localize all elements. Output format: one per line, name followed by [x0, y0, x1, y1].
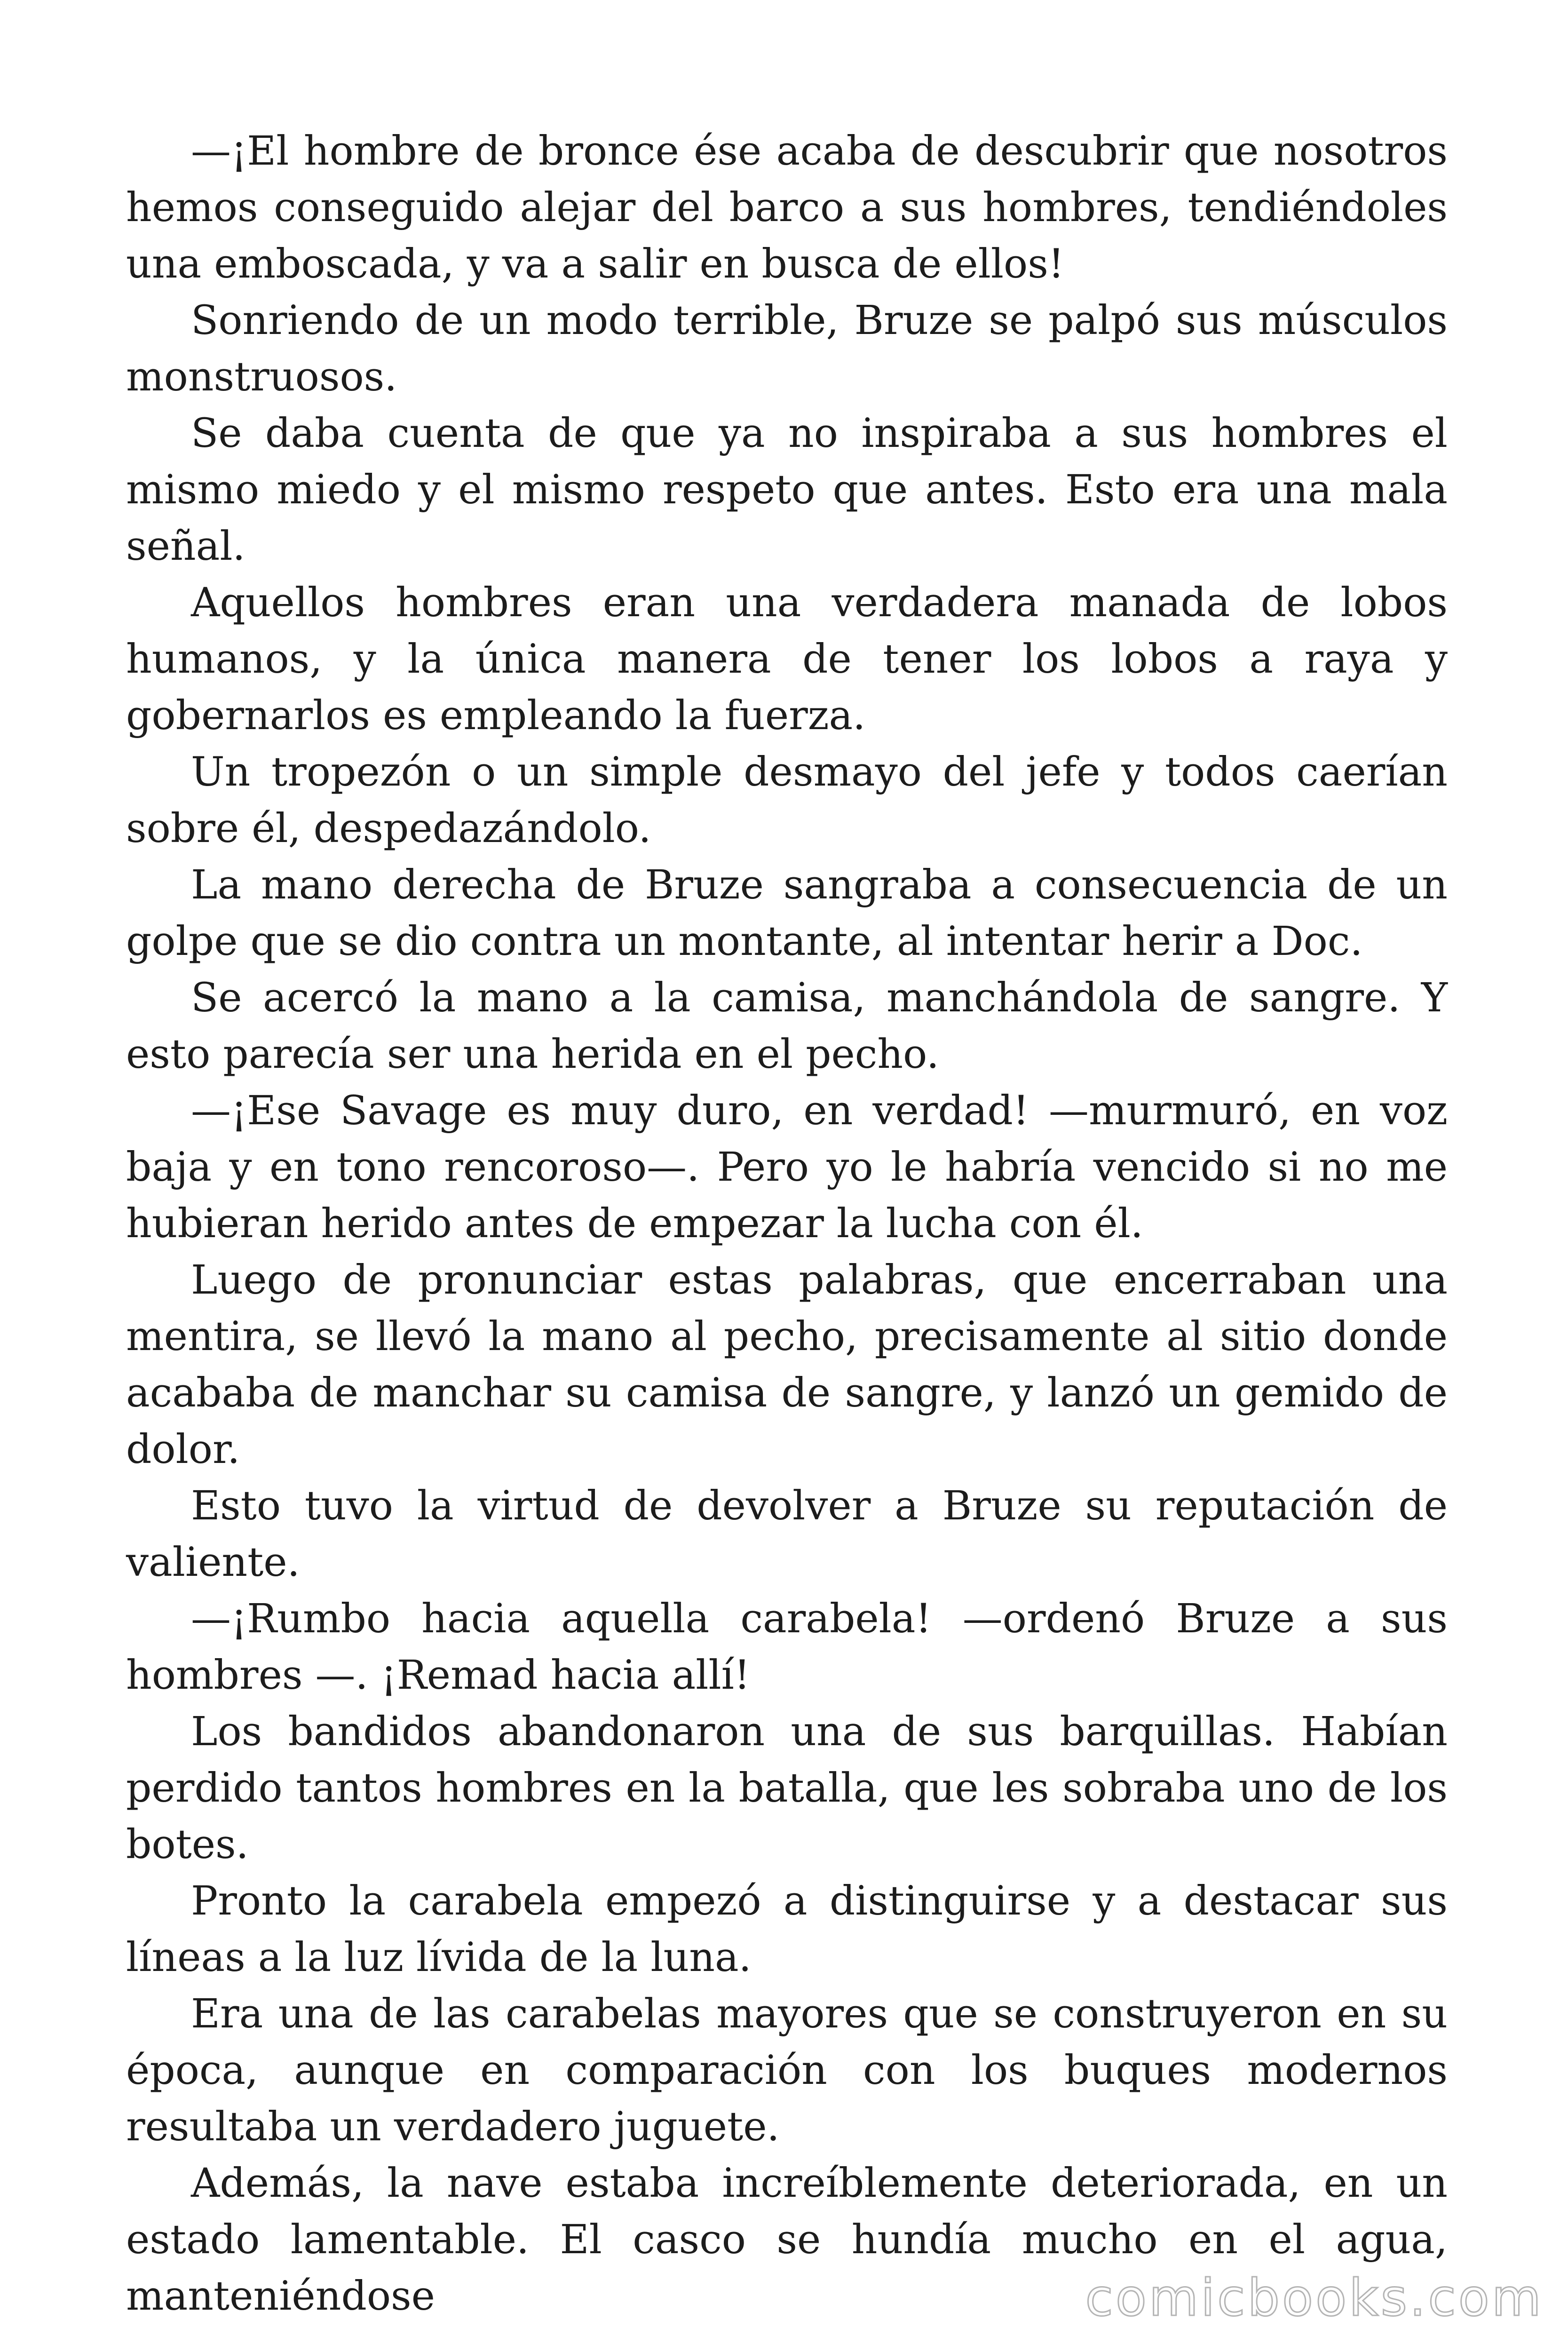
- paragraph-last: Además, la nave estaba increíblemente deteriorada, en un estado lamentable. El casco se hundía mucho en el agua, manteniéndose: [126, 2160, 1448, 2320]
- paragraph: —¡El hombre de bronce ése acaba de descubrir que nosotros hemos conseguido alejar del barco a sus hombres, tendiéndoles una emboscada, y va a salir en busca de ellos!: [126, 128, 1448, 287]
- page-text: [126, 123, 1448, 2325]
- paragraph: Esto tuvo la virtud de devolver a Bruze su reputación de valiente.: [126, 1483, 1448, 1586]
- paragraph: —¡Rumbo hacia aquella carabela! —ordenó Bruze a sus hombres —. ¡Remad hacia allí!: [126, 1596, 1448, 1699]
- paragraph: Aquellos hombres eran una verdadera manada de lobos humanos, y la única manera de tener los lobos a raya y gobernarlos es empleando la fuerza.: [126, 580, 1448, 739]
- paragraph: —¡Ese Savage es muy duro, en verdad! —murmuró, en voz baja y en tono rencoroso—. Pero yo le habría vencido si no me hubieran herido antes de empezar la lucha con él.: [126, 1088, 1448, 1247]
- paragraph: Sonriendo de un modo terrible, Bruze se palpó sus músculos monstruosos.: [126, 297, 1448, 400]
- paragraph: Era una de las carabelas mayores que se construyeron en su época, aunque en comparación con los buques modernos resultaba un verdadero juguete.: [126, 1991, 1448, 2150]
- paragraph: Un tropezón o un simple desmayo del jefe y todos caerían sobre él, despedazándolo.: [126, 749, 1448, 852]
- paragraph: La mano derecha de Bruze sangraba a consecuencia de un golpe que se dio contra un montante, al intentar herir a Doc.: [126, 862, 1448, 965]
- paragraph: Los bandidos abandonaron una de sus barquillas. Habían perdido tantos hombres en la batalla, que les sobraba uno de los botes.: [126, 1708, 1448, 1868]
- paragraph: Luego de pronunciar estas palabras, que encerraban una mentira, se llevó la mano al pecho, precisamente al sitio donde acababa de manchar su camisa de sangre, y lanzó un gemido de dolor.: [126, 1257, 1448, 1473]
- watermark: comicbooks.com: [1085, 2269, 1544, 2328]
- paragraph: Se acercó la mano a la camisa, manchándola de sangre. Y esto parecía ser una herida en el pecho.: [126, 975, 1448, 1078]
- paragraph: Pronto la carabela empezó a distinguirse y a destacar sus líneas a la luz lívida de la luna.: [126, 1878, 1448, 1981]
- paragraph: Se daba cuenta de que ya no inspiraba a sus hombres el mismo miedo y el mismo respeto que antes. Esto era una mala señal.: [126, 410, 1448, 570]
